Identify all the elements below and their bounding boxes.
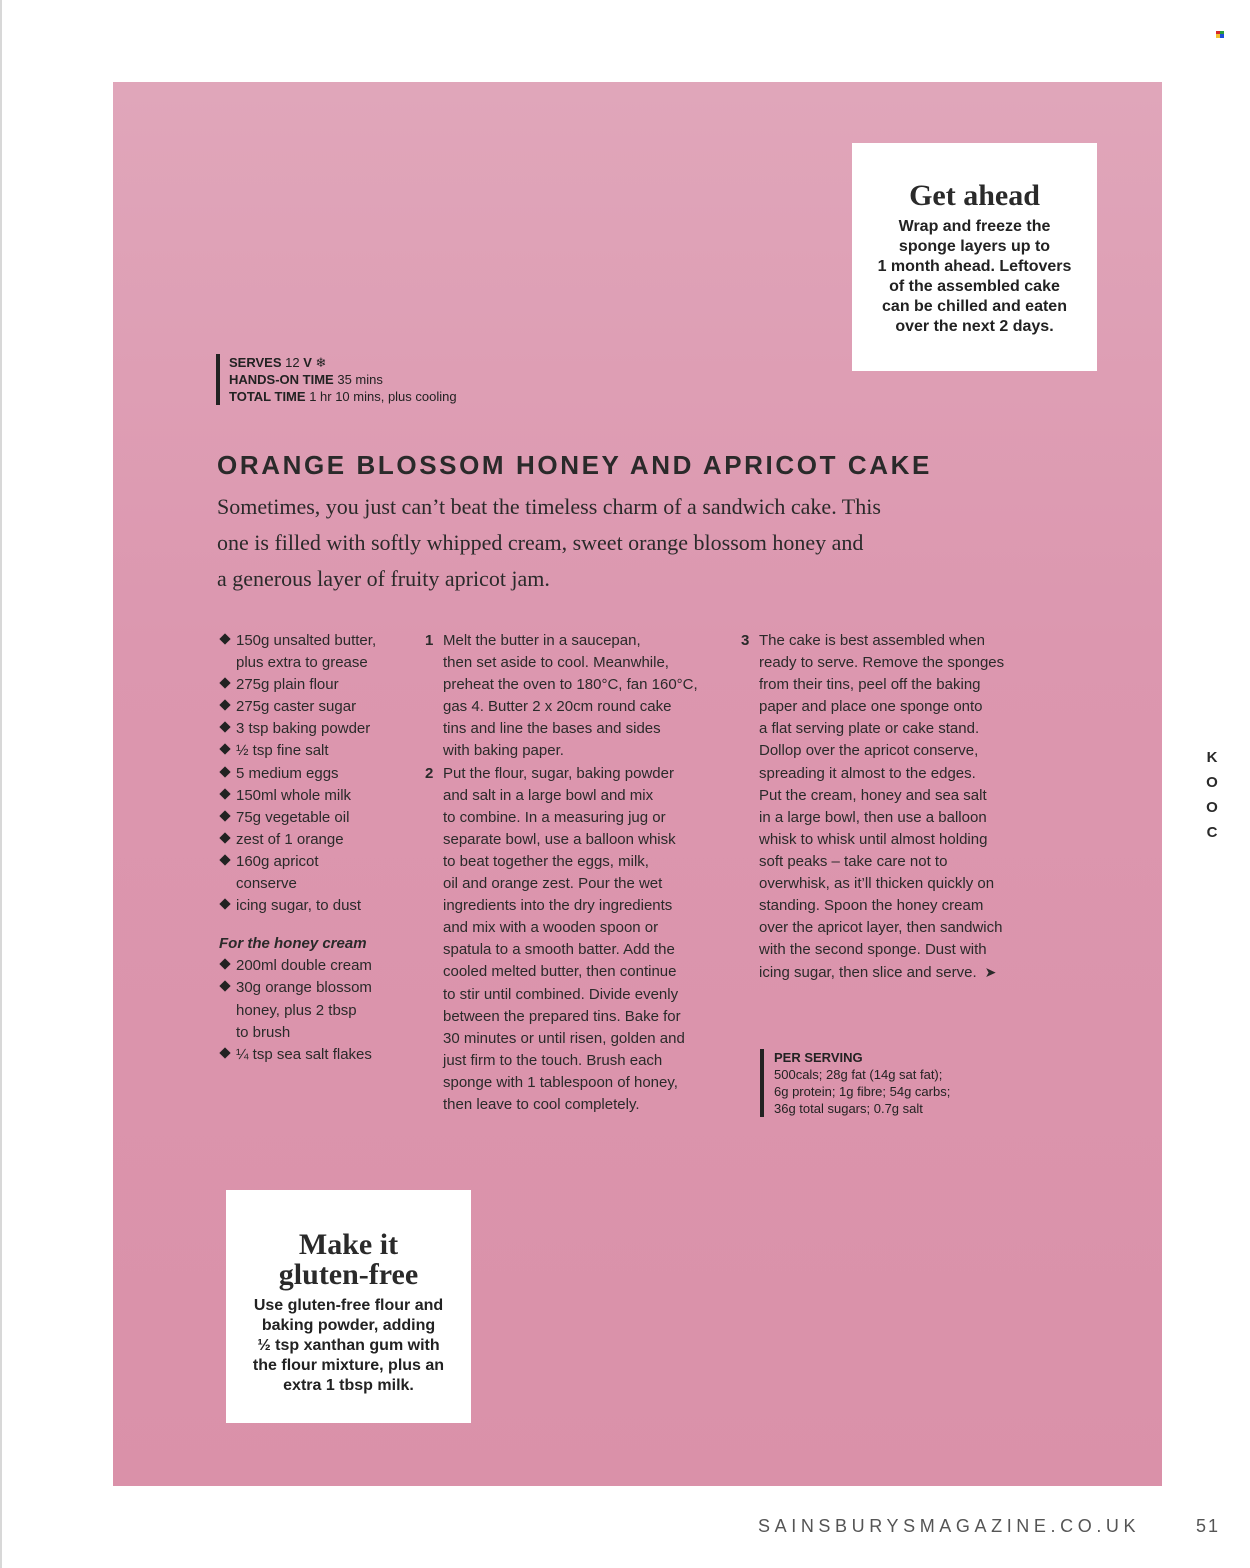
diamond-bullet-icon — [219, 1047, 230, 1058]
gluten-free-line: extra 1 tbsp milk. — [283, 1377, 414, 1394]
get-ahead-card — [852, 143, 1097, 371]
total-time-row — [229, 388, 457, 405]
ingredient-item — [219, 977, 419, 1043]
ingredient-text: icing sugar, to dust — [236, 897, 362, 915]
ingredient-text: zest of 1 orange — [236, 830, 344, 848]
get-ahead-line: Wrap and freeze the — [898, 218, 1051, 235]
ingredient-item — [219, 763, 419, 785]
diamond-bullet-icon — [219, 810, 230, 821]
method-line: Dollop over the apricot conserve, — [759, 742, 979, 760]
serves-label: SERVES — [229, 355, 282, 370]
intro-line: a generous layer of fruity apricot jam. — [217, 566, 550, 591]
diamond-bullet-icon — [219, 744, 230, 755]
method-line: then leave to cool completely. — [443, 1095, 640, 1113]
diamond-bullet-icon — [219, 832, 230, 843]
serves-value: 12 — [285, 355, 300, 370]
ingredient-item — [219, 718, 419, 740]
method-line: between the prepared tins. Bake for — [443, 1007, 681, 1025]
nutrition-line: 36g total sugars; 0.7g salt — [774, 1101, 923, 1116]
method-line: oil and orange zest. Pour the wet — [443, 875, 663, 893]
ingredient-text: 160g apricot — [236, 852, 319, 870]
method-line: just firm to the touch. Brush each — [443, 1051, 663, 1069]
ingredient-text: 5 medium eggs — [236, 764, 339, 782]
step-number: 3 — [741, 632, 750, 649]
ingredient-item — [219, 740, 419, 762]
total-time-value: 1 hr 10 mins, plus cooling — [309, 389, 457, 404]
gluten-free-title-line: Make it — [298, 1228, 399, 1261]
method-line: to beat together the eggs, milk, — [443, 852, 649, 870]
get-ahead-line: 1 month ahead. Leftovers — [877, 258, 1072, 275]
diamond-bullet-icon — [219, 678, 230, 689]
diamond-bullet-icon — [219, 854, 230, 865]
ingredient-item — [219, 630, 419, 674]
method-line: Put the flour, sugar, baking powder — [443, 764, 674, 782]
method-line: overwhisk, as it’ll thicken quickly on — [759, 875, 995, 893]
method-line: Melt the butter in a saucepan, — [443, 632, 641, 649]
method-line: separate bowl, use a balloon whisk — [443, 830, 676, 848]
total-time-label: TOTAL TIME — [229, 389, 306, 404]
gluten-free-line: the flour mixture, plus an — [252, 1357, 445, 1374]
ingredient-item — [219, 807, 419, 829]
diamond-bullet-icon — [219, 898, 230, 909]
gluten-free-body — [226, 1296, 471, 1396]
method-line: icing sugar, then slice and serve. — [759, 964, 977, 982]
method-line: to combine. In a measuring jug or — [443, 808, 666, 826]
ingredient-text: conserve — [236, 875, 297, 893]
gluten-free-line: ½ tsp xanthan gum with — [257, 1337, 440, 1354]
ingredient-text: 275g caster sugar — [236, 698, 357, 716]
ingredient-text: 275g plain flour — [236, 676, 339, 694]
honey-cream-heading: For the honey cream — [219, 935, 367, 953]
section-label-letter: C — [1206, 824, 1218, 841]
mark-blue — [1220, 34, 1224, 38]
color-registration-mark — [1216, 31, 1225, 38]
gluten-free-title-line: gluten-free — [278, 1258, 419, 1291]
method-line: spreading it almost to the edges. — [759, 764, 976, 782]
method-line: tins and line the bases and sides — [443, 720, 661, 738]
method-line: from their tins, peel off the baking — [759, 676, 981, 694]
method-line: standing. Spoon the honey cream — [759, 897, 984, 915]
ingredient-text: plus extra to grease — [236, 654, 368, 672]
page-edge — [0, 0, 2, 1568]
ingredient-item — [219, 955, 419, 977]
page-number: 51 — [1196, 1516, 1221, 1536]
method-step-1 — [425, 630, 725, 763]
method-line: whisk to whisk until almost holding — [759, 830, 988, 848]
ingredient-text: 30g orange blossom — [236, 979, 372, 997]
method-line: soft peaks – take care not to — [759, 852, 948, 870]
method-line: gas 4. Butter 2 x 20cm round cake — [443, 698, 672, 716]
section-label-letter: O — [1206, 774, 1218, 791]
gluten-free-line: baking powder, adding — [261, 1317, 436, 1334]
step-number: 1 — [425, 632, 434, 649]
intro-line: one is filled with softly whipped cream, sweet orange blossom honey and — [217, 530, 864, 555]
ingredient-text: to brush — [236, 1023, 291, 1041]
gluten-free-title — [226, 1230, 471, 1290]
ingredient-text: 200ml double cream — [236, 957, 372, 975]
method-line: and salt in a large bowl and mix — [443, 786, 654, 804]
diamond-bullet-icon — [219, 722, 230, 733]
method-line: then set aside to cool. Meanwhile, — [443, 654, 669, 672]
honey-cream-list — [219, 955, 419, 1065]
gluten-free-line: Use gluten-free flour and — [253, 1297, 444, 1314]
get-ahead-line: over the next 2 days. — [895, 318, 1054, 335]
ingredient-text: 150ml whole milk — [236, 786, 352, 804]
method-column-1 — [425, 630, 725, 1116]
method-line: with baking paper. — [443, 742, 564, 760]
recipe-title: ORANGE BLOSSOM HONEY AND APRICOT CAKE — [217, 450, 932, 480]
gluten-free-card — [226, 1190, 471, 1423]
get-ahead-line: can be chilled and eaten — [882, 298, 1067, 315]
section-label-cook — [1202, 745, 1222, 845]
recipe-intro — [217, 489, 1017, 597]
method-line: preheat the oven to 180°C, fan 160°C, — [443, 676, 698, 694]
ingredient-text: 150g unsalted butter, — [236, 632, 377, 649]
serves-row — [229, 354, 457, 371]
method-line: Put the cream, honey and sea salt — [759, 786, 987, 804]
method-line: paper and place one sponge onto — [759, 698, 983, 716]
diamond-bullet-icon — [219, 788, 230, 799]
ingredient-item — [219, 785, 419, 807]
get-ahead-body — [852, 217, 1097, 337]
hands-on-label: HANDS-ON TIME — [229, 372, 334, 387]
ingredient-text: honey, plus 2 tbsp — [236, 1001, 357, 1019]
method-step-3 — [741, 630, 1041, 985]
method-line: and mix with a wooden spoon or — [443, 919, 659, 937]
diamond-bullet-icon — [219, 633, 230, 644]
footer-website: SAINSBURYSMAGAZINE.CO.UK — [758, 1516, 1141, 1536]
method-line: cooled melted butter, then continue — [443, 963, 677, 981]
method-step-2 — [425, 763, 725, 1117]
ingredient-item — [219, 696, 419, 718]
nutrition-line: 6g protein; 1g fibre; 54g carbs; — [774, 1084, 951, 1099]
ingredient-text: 75g vegetable oil — [236, 808, 350, 826]
ingredient-item — [219, 829, 419, 851]
step-number: 2 — [425, 764, 434, 782]
method-line: a flat serving plate or cake stand. — [759, 720, 980, 738]
method-column-2 — [741, 630, 1041, 985]
section-label-letter: K — [1206, 749, 1218, 766]
method-line: ready to serve. Remove the sponges — [759, 654, 1005, 672]
method-line: to stir until combined. Divide evenly — [443, 985, 679, 1003]
ingredient-item — [219, 674, 419, 696]
get-ahead-title: Get ahead — [909, 179, 1040, 212]
method-line: in a large bowl, then use a balloon — [759, 808, 987, 826]
hands-on-value: 35 mins — [337, 372, 383, 387]
ingredients-list — [219, 630, 419, 917]
method-line: with the second sponge. Dust with — [759, 941, 987, 959]
intro-line: Sometimes, you just can’t beat the timeless charm of a sandwich cake. This — [217, 494, 881, 519]
ingredient-item — [219, 895, 419, 917]
diamond-bullet-icon — [219, 981, 230, 992]
ingredients-column — [219, 630, 419, 1066]
method-line: ingredients into the dry ingredients — [443, 897, 673, 915]
ingredient-item — [219, 851, 419, 895]
ingredient-item — [219, 1044, 419, 1066]
nutrition-line: 500cals; 28g fat (14g sat fat); — [774, 1067, 943, 1082]
method-line: 30 minutes or until risen, golden and — [443, 1029, 685, 1047]
ingredient-text: ¼ tsp sea salt flakes — [236, 1045, 372, 1063]
method-line: sponge with 1 tablespoon of honey, — [443, 1073, 678, 1091]
recipe-meta — [216, 354, 457, 405]
per-serving-heading: PER SERVING — [774, 1050, 863, 1065]
nutrition-panel — [760, 1049, 950, 1117]
method-line: The cake is best assembled when — [759, 632, 985, 649]
continue-arrow-icon: ➤ — [984, 964, 997, 981]
method-line: over the apricot layer, then sandwich — [759, 919, 1003, 937]
diamond-bullet-icon — [219, 700, 230, 711]
get-ahead-line: sponge layers up to — [898, 238, 1051, 255]
ingredient-text: 3 tsp baking powder — [236, 720, 371, 738]
hands-on-row — [229, 371, 457, 388]
vegetarian-freezable-icons: V ❄ — [303, 355, 327, 370]
method-line: spatula to a smooth batter. Add the — [443, 941, 675, 959]
get-ahead-line: of the assembled cake — [889, 278, 1060, 295]
section-label-letter: O — [1206, 799, 1218, 816]
diamond-bullet-icon — [219, 959, 230, 970]
diamond-bullet-icon — [219, 766, 230, 777]
ingredient-text: ½ tsp fine salt — [236, 742, 329, 760]
